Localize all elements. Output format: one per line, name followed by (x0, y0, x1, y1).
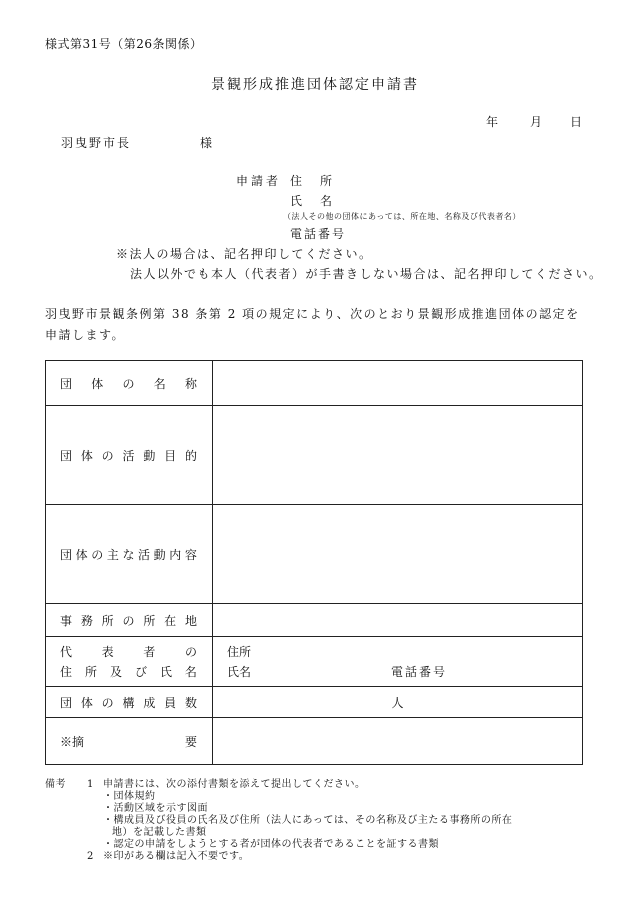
label-char: 地 (184, 613, 197, 628)
addressee-name: 羽曳野市長 (61, 136, 132, 150)
label-char: び (134, 664, 147, 679)
label-char: 団 (60, 547, 73, 562)
label-chars (46, 375, 212, 392)
label-char: 住 (60, 664, 73, 679)
remark-1-number: 1 (87, 779, 94, 790)
label-char: 活 (138, 547, 151, 562)
seal-note-2: 法人以外でも本人（代表者）が手書きしない場合は、記名押印してください。 (130, 267, 603, 281)
representative-name-label: 氏名 (227, 664, 252, 679)
group-name-field[interactable] (213, 361, 583, 406)
remark-2-text: ※印がある欄は記入不要です。 (103, 851, 250, 862)
applicant-address-label: 住 所 (290, 174, 336, 188)
label-char: ※摘 (60, 734, 85, 749)
activity-purpose-label (46, 406, 213, 505)
application-statement: 羽曳野市景観条例第 38 条第 2 項の規定により、次のとおり景観形成推進団体の認定を申請します。 (45, 307, 580, 342)
label-char: の (184, 644, 197, 659)
label-char: 者 (143, 644, 156, 659)
group-name-label (46, 361, 213, 406)
label-char: 体 (75, 547, 88, 562)
representative-label (46, 637, 213, 687)
remarks-label: 備考 (45, 779, 66, 790)
table-row-purpose (46, 406, 583, 505)
label-char: 及 (109, 664, 122, 679)
label-chars (46, 612, 212, 629)
office-location-label (46, 604, 213, 637)
representative-field[interactable] (213, 637, 583, 687)
label-chars (46, 447, 212, 464)
label-char: の (91, 547, 104, 562)
label-chars (46, 546, 212, 563)
corporation-note: （法人その他の団体にあっては、所在地、名称及び代表者名） (283, 212, 521, 221)
summary-field (213, 718, 583, 765)
label-char: 所 (143, 613, 156, 628)
label-chars (60, 642, 197, 662)
form-number: 様式第31号（第26条関係） (45, 37, 203, 51)
label-char: 内 (169, 547, 182, 562)
label-char: 動 (143, 448, 156, 463)
application-form-table (45, 360, 583, 765)
label-char: 代 (60, 644, 73, 659)
label-char: 成 (143, 695, 156, 710)
date-month-label: 月 (530, 115, 543, 129)
member-count-unit: 人 (391, 695, 404, 710)
member-count-label (46, 687, 213, 718)
member-count-field[interactable] (213, 687, 583, 718)
label-char: 目 (164, 448, 177, 463)
date-day-label: 日 (570, 115, 583, 129)
label-char: 団 (60, 376, 73, 391)
label-char: 体 (91, 376, 104, 391)
table-row-members (46, 687, 583, 718)
table-row-group-name (46, 361, 583, 406)
label-char: 体 (80, 695, 93, 710)
label-char: 氏 (159, 664, 172, 679)
remark-1-text: 申請書には、次の添付書類を添えて提出してください。 (103, 779, 366, 790)
label-char: な (122, 547, 135, 562)
label-chars (46, 733, 212, 750)
remark-sub-1: ・団体規約 (103, 791, 156, 802)
label-char: 団 (60, 695, 73, 710)
label-char: 動 (153, 547, 166, 562)
label-char: 所 (84, 664, 97, 679)
label-char: 的 (184, 448, 197, 463)
seal-note-1: ※法人の場合は、記名押印してください。 (116, 247, 373, 261)
table-row-representative (46, 637, 583, 687)
main-activities-label (46, 505, 213, 604)
applicant-phone-label: 電話番号 (290, 227, 347, 241)
label-char: 表 (101, 644, 114, 659)
label-char: 活 (122, 448, 135, 463)
activity-purpose-field[interactable] (213, 406, 583, 505)
remark-sub-3a: ・構成員及び役員の氏名及び住所（法人にあっては、その名称及び主たる事務所の所在 (103, 815, 513, 826)
office-location-field[interactable] (213, 604, 583, 637)
label-char: 所 (101, 613, 114, 628)
label-char: 要 (184, 734, 197, 749)
label-char: 称 (184, 376, 197, 391)
label-char: の (101, 448, 114, 463)
label-char: の (101, 695, 114, 710)
label-char: 事 (60, 613, 73, 628)
label-char: の (122, 376, 135, 391)
label-char: 名 (153, 376, 166, 391)
applicant-name-label: 氏 名 (290, 194, 336, 208)
label-char: 団 (60, 448, 73, 463)
remark-sub-2: ・活動区域を示す図面 (103, 803, 208, 814)
label-char: 数 (184, 695, 197, 710)
addressee-honorific: 様 (200, 136, 213, 150)
remark-sub-4: ・認定の申請をしようとする者が団体の代表者であることを証する書類 (103, 839, 439, 850)
representative-address-label: 住所 (227, 644, 252, 659)
label-chars (46, 694, 212, 711)
label-char: 容 (184, 547, 197, 562)
table-row-summary (46, 718, 583, 765)
label-char: 体 (80, 448, 93, 463)
date-year-label: 年 (486, 115, 499, 129)
label-char: 務 (80, 613, 93, 628)
remark-sub-3b: 地）を記載した書類 (112, 827, 207, 838)
representative-phone-label: 電話番号 (391, 664, 448, 679)
label-char: 在 (164, 613, 177, 628)
label-char: 名 (184, 664, 197, 679)
label-char: の (122, 613, 135, 628)
label-char: 構 (122, 695, 135, 710)
table-row-activities (46, 505, 583, 604)
label-chars (60, 662, 197, 682)
main-activities-field[interactable] (213, 505, 583, 604)
remark-2-number: 2 (87, 851, 94, 862)
document-title: 景観形成推進団体認定申請書 (211, 77, 419, 93)
label-char: 員 (164, 695, 177, 710)
table-row-office (46, 604, 583, 637)
applicant-label: 申請者 (236, 174, 282, 188)
label-char: 主 (106, 547, 119, 562)
summary-label (46, 718, 213, 765)
